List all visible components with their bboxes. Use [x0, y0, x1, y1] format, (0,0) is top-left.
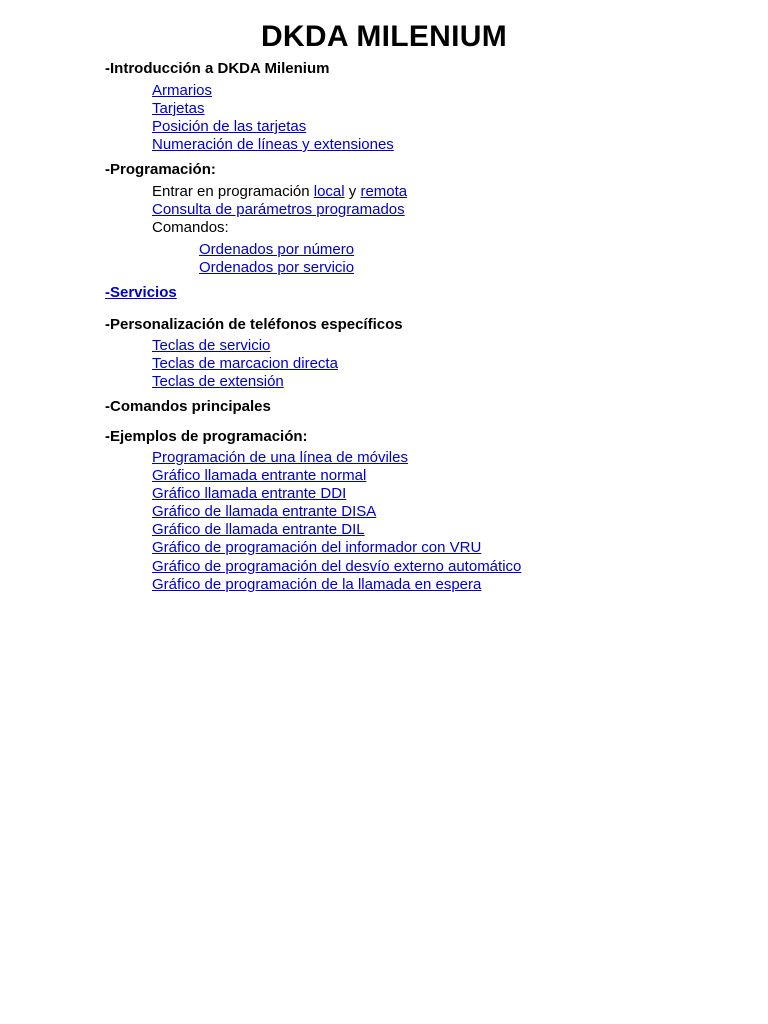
link-posicion-tarjetas[interactable]: Posición de las tarjetas: [152, 118, 307, 135]
section-heading-personalizacion: -Personalización de teléfonos específicos: [105, 316, 403, 333]
link-grafico-informador-vru[interactable]: Gráfico de programación del informador con VRU: [152, 539, 482, 556]
entrar-programacion-line: [152, 183, 407, 201]
page-title: DKDA MILENIUM: [260, 20, 508, 53]
link-teclas-marcacion[interactable]: Teclas de marcacion directa: [152, 355, 338, 372]
section-heading-ejemplos: -Ejemplos de programación:: [105, 428, 308, 445]
link-teclas-extension[interactable]: Teclas de extensión: [152, 373, 284, 390]
section-heading-comandos-principales: -Comandos principales: [105, 398, 271, 415]
link-numeracion[interactable]: Numeración de líneas y extensiones: [152, 136, 394, 153]
link-consulta-parametros[interactable]: Consulta de parámetros programados: [152, 201, 405, 218]
link-grafico-dil[interactable]: Gráfico de llamada entrante DIL: [152, 521, 365, 538]
section-heading-programacion: -Programación:: [105, 161, 216, 178]
link-armarios[interactable]: Armarios: [152, 82, 213, 99]
link-ordenados-numero[interactable]: Ordenados por número: [199, 241, 355, 258]
link-teclas-servicio[interactable]: Teclas de servicio: [152, 337, 271, 354]
link-ordenados-servicio[interactable]: Ordenados por servicio: [199, 259, 355, 276]
link-remota[interactable]: remota: [360, 183, 408, 200]
section-heading-intro: -Introducción a DKDA Milenium: [105, 60, 330, 77]
y-text: y: [344, 183, 361, 200]
link-grafico-ddi[interactable]: Gráfico llamada entrante DDI: [152, 485, 347, 502]
link-servicios[interactable]: -Servicios: [105, 284, 177, 301]
link-tarjetas[interactable]: Tarjetas: [152, 100, 205, 117]
entrar-text: Entrar en programación: [152, 183, 314, 200]
link-grafico-desvio-externo[interactable]: Gráfico de programación del desvío externo automático: [152, 558, 522, 575]
link-grafico-normal[interactable]: Gráfico llamada entrante normal: [152, 467, 367, 484]
comandos-label: Comandos:: [152, 219, 229, 236]
link-grafico-disa[interactable]: Gráfico de llamada entrante DISA: [152, 503, 377, 520]
link-local[interactable]: local: [313, 183, 345, 200]
link-grafico-llamada-espera[interactable]: Gráfico de programación de la llamada en espera: [152, 576, 482, 593]
link-ejemplo-moviles[interactable]: Programación de una línea de móviles: [152, 449, 408, 466]
